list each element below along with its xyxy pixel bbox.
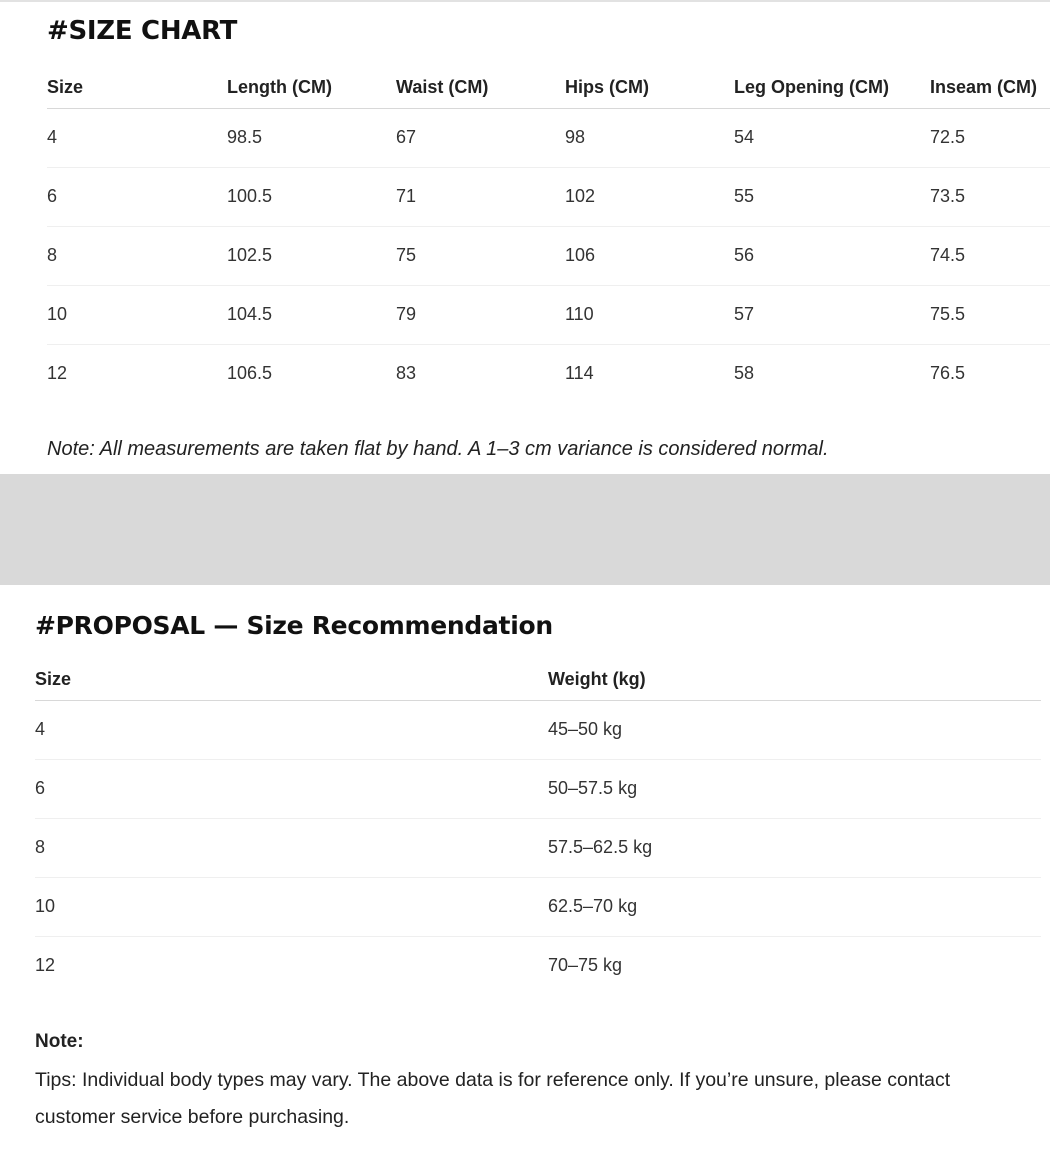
size-chart-title: #SIZE CHART	[47, 16, 238, 46]
size-chart-table	[47, 68, 1050, 403]
table-cell: 74.5	[930, 226, 1050, 285]
table-cell: 67	[396, 108, 565, 167]
size-chart-note: Note: All measurements are taken flat by hand. A 1–3 cm variance is considered normal.	[47, 438, 829, 460]
table-cell: 70–75 kg	[548, 955, 623, 976]
table-cell: 4	[47, 108, 227, 167]
column-header: Weight (kg)	[548, 660, 1041, 700]
table-cell: 71	[396, 167, 565, 226]
table-cell: 12	[35, 955, 56, 976]
table-cell: 8	[47, 226, 227, 285]
table-cell: 6	[47, 167, 227, 226]
table-cell: 6	[35, 759, 548, 818]
table-row	[35, 877, 1041, 936]
table-row	[47, 344, 1050, 403]
table-cell: 75	[396, 226, 565, 285]
table-cell: 55	[734, 167, 930, 226]
proposal-title: #PROPOSAL — Size Recommendation	[35, 611, 553, 640]
proposal-table	[35, 660, 1041, 995]
table-cell: 73.5	[930, 167, 1050, 226]
table-cell: 98	[565, 108, 734, 167]
table-cell: 106.5	[227, 363, 273, 384]
table-cell: 98.5	[227, 108, 396, 167]
table-row	[47, 226, 1050, 285]
section-divider	[0, 474, 1050, 585]
table-cell: 57	[734, 285, 930, 344]
size-chart-section	[0, 0, 1050, 474]
proposal-section	[0, 585, 1050, 1157]
table-cell: 79	[396, 285, 565, 344]
table-cell: 102	[565, 167, 734, 226]
table-cell: 50–57.5 kg	[548, 759, 1041, 818]
table-cell: 10	[47, 285, 227, 344]
table-cell: 76.5	[930, 363, 966, 384]
column-header: Hips (CM)	[565, 68, 734, 108]
column-header: Size	[47, 68, 227, 108]
column-header: Inseam (CM)	[930, 68, 1050, 108]
table-cell: 110	[565, 285, 734, 344]
table-cell: 54	[734, 108, 930, 167]
table-cell: 62.5–70 kg	[548, 877, 1041, 936]
table-row	[35, 700, 1041, 759]
size-chart-header-row	[47, 68, 1050, 108]
table-row	[35, 818, 1041, 877]
table-cell: 102.5	[227, 226, 396, 285]
table-row	[47, 108, 1050, 167]
table-cell: 4	[35, 700, 548, 759]
table-cell: 75.5	[930, 285, 1050, 344]
table-cell: 100.5	[227, 167, 396, 226]
table-cell: 8	[35, 818, 548, 877]
proposal-note-label: Note:	[35, 1031, 84, 1052]
table-cell: 104.5	[227, 285, 396, 344]
table-cell: 12	[47, 363, 68, 384]
table-row	[35, 759, 1041, 818]
table-cell: 10	[35, 877, 548, 936]
table-row	[47, 285, 1050, 344]
column-header: Leg Opening (CM)	[734, 68, 930, 108]
table-cell: 72.5	[930, 108, 1050, 167]
table-cell: 83	[396, 363, 417, 384]
table-cell: 57.5–62.5 kg	[548, 818, 1041, 877]
proposal-header-row	[35, 660, 1041, 700]
column-header: Waist (CM)	[396, 68, 565, 108]
table-row	[47, 167, 1050, 226]
column-header: Size	[35, 660, 548, 700]
column-header: Length (CM)	[227, 68, 396, 108]
table-cell: 45–50 kg	[548, 700, 1041, 759]
table-cell: 56	[734, 226, 930, 285]
proposal-note-text: Tips: Individual body types may vary. The above data is for reference only. If you’re unsure, please contact customer service before purchasing.	[35, 1069, 951, 1128]
table-row	[35, 936, 1041, 995]
table-cell: 58	[734, 363, 755, 384]
table-cell: 106	[565, 226, 734, 285]
table-cell: 114	[565, 363, 594, 384]
